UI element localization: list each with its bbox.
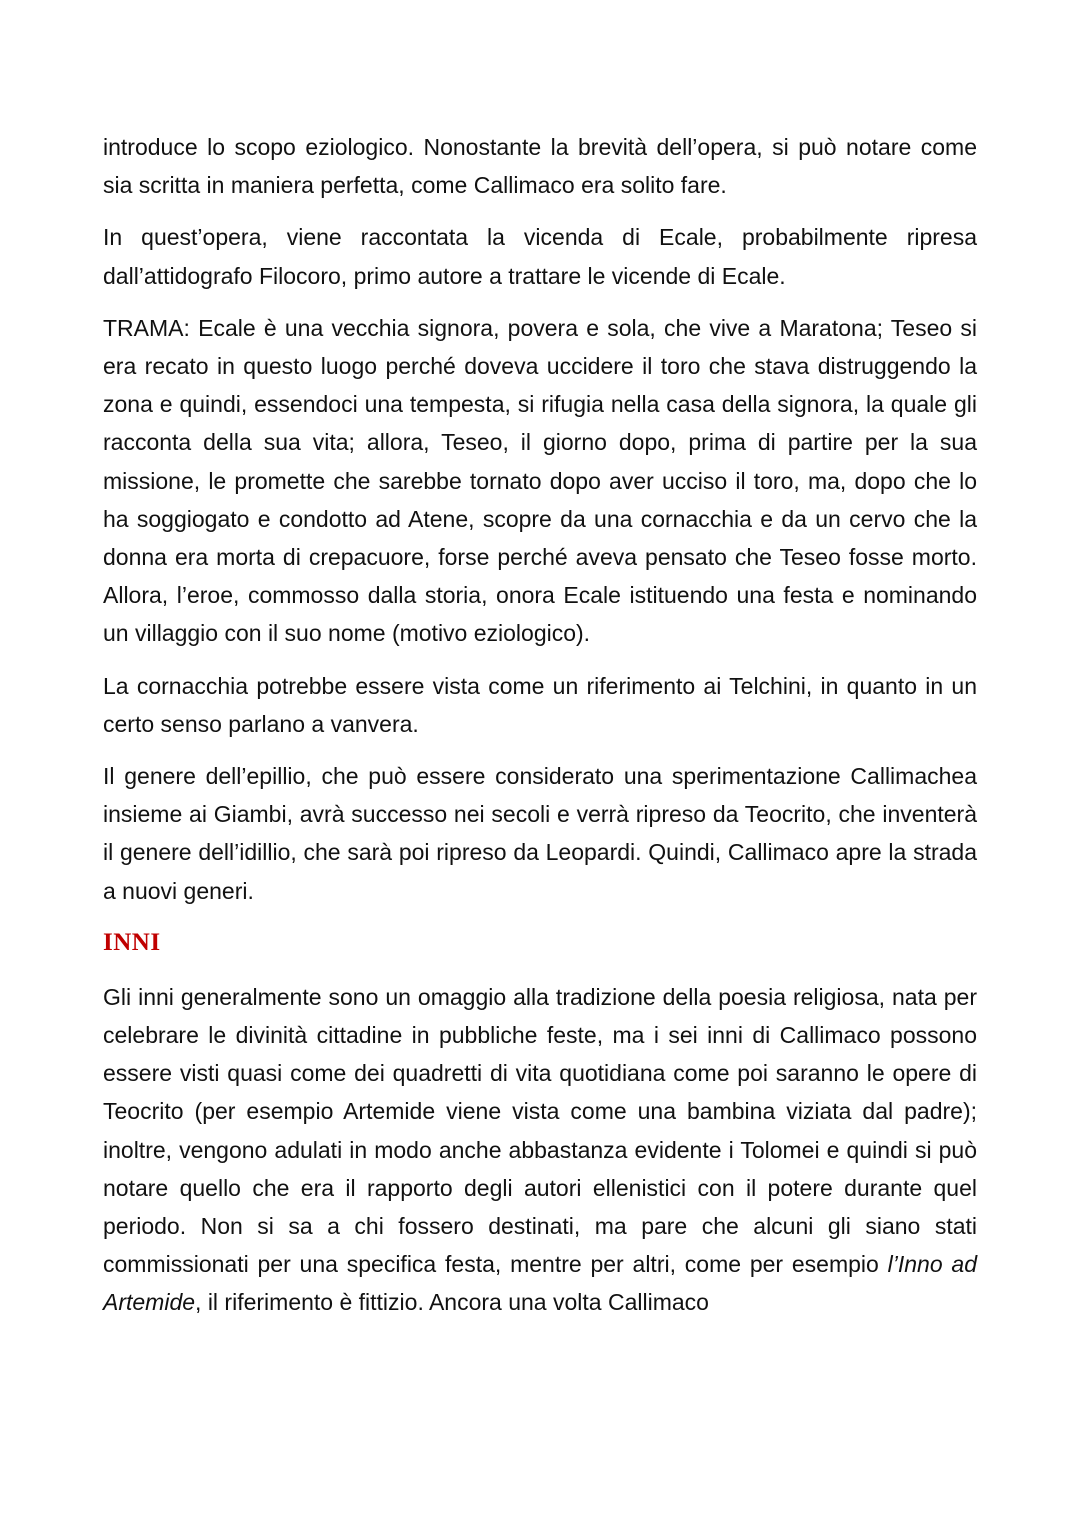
paragraph-cornacchia: La cornacchia potrebbe essere vista come un riferimento ai Telchini, in quanto in un certo senso parlano a vanvera. — [103, 672, 977, 737]
inni-title-italic: l’Inno ad Artemide — [103, 1251, 977, 1316]
paragraph-inni — [103, 978, 977, 1322]
paragraph-trama: TRAMA: Ecale è una vecchia signora, povera e sola, che vive a Maratona; Teseo si era recato in questo luogo perché doveva uccidere il toro che stava distruggendo la zona e quindi, essendoci una tempesta, si rifugia nella casa della signora, la quale gli racconta della sua vita; allora, Teseo, il giorno dopo, prima di partire per la sua missione, le promette che sarebbe tornato dopo aver ucciso il toro, ma, dopo che lo ha soggiogato e condotto ad Atene, scopre da una cornacchia e da un cervo che la donna era morta di crepacuore, forse perché aveva pensato che Teseo fosse morto. Allora, l’eroe, commosso dalla storia, onora Ecale istituendo una festa e nominando un villaggio con il suo nome (motivo eziologico). — [103, 314, 977, 647]
section-heading-inni: INNI — [103, 928, 161, 956]
paragraph-intro: introduce lo scopo eziologico. Nonostante la brevità dell’opera, si può notare come sia scritta in maniera perfetta, come Callimaco era solito fare. — [103, 134, 977, 199]
inni-text-before: Gli inni generalmente sono un omaggio alla tradizione della poesia religiosa, nata per celebrare le divinità cittadine in pubbliche feste, ma i sei inni di Callimaco possono essere visti quasi come dei quadretti di vita quotidiana come poi saranno le opere di Teocrito (per esempio Artemide viene vista come una bambina viziata dal padre); inoltre, vengono adulati in modo anche abbastanza evidente i Tolomei e quindi si può notare quello che era il rapporto degli autori ellenistici con il potere durante quel periodo. Non si sa a chi fossero destinati, ma pare che alcuni gli siano stati commissionati per una specifica festa, mentre per altri, come per esempio — [103, 983, 977, 1278]
paragraph-epillio: Il genere dell’epillio, che può essere considerato una sperimentazione Callimachea insieme ai Giambi, avrà successo nei secoli e verrà ripreso da Teocrito, che inventerà il genere dell’idillio, che sarà poi ripreso da Leopardi. Quindi, Callimaco apre la strada a nuovi generi. — [103, 763, 977, 904]
document-page — [103, 128, 977, 1336]
inni-text-after: , il riferimento è fittizio. Ancora una volta Callimaco — [195, 1289, 709, 1316]
paragraph-ecale: In quest’opera, viene raccontata la vicenda di Ecale, probabilmente ripresa dall’attidografo Filocoro, primo autore a trattare le vicende di Ecale. — [103, 224, 977, 289]
